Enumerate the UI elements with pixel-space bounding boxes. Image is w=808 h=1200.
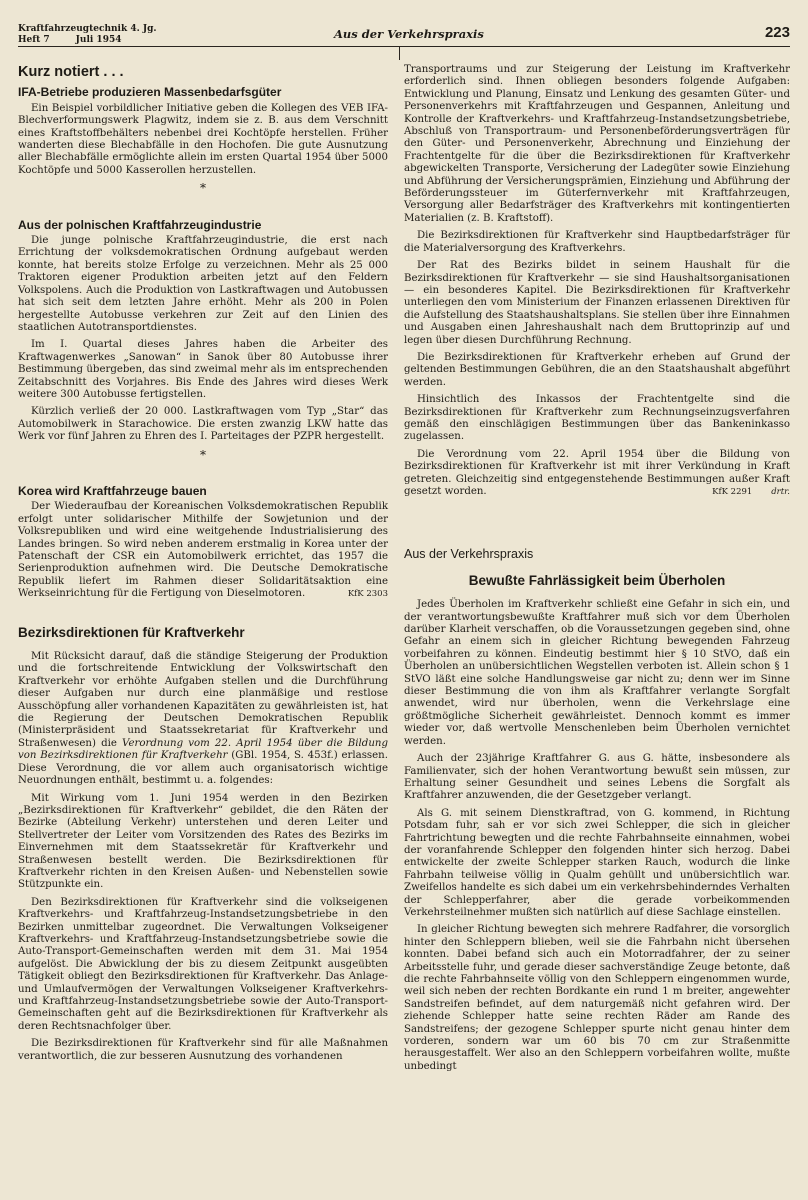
article-heading: IFA-Betriebe produzieren Massenbedarfsgüter xyxy=(18,85,282,100)
author-initials: drtr. xyxy=(771,487,790,497)
journal-name: Kraftfahrzeugtechnik 4. Jg. xyxy=(18,24,157,34)
page-number: 223 xyxy=(764,24,790,41)
paragraph: Den Bezirksdirektionen für Kraftverkehr sind die volkseigenen Kraftverkehrs- und Kraftfahrzeug-Instandsetzungsbetriebe in den Bezirken unmittelbar zugeordnet. Die Verwaltungen Volkseigener Kraftverkehrs- und Kraftfahrzeug-Instandsetzungsbetriebe sowie die Auto-Transport-Gemeinschaften werden mit dem 31. Mai 1954 aufgelöst. Die Abwicklung der bis zu diesem Zeitpunkt ausgeübten Tätigkeit obliegt den Bezirksdirektionen für Kraftverkehr. Das Anlage- und Umlaufvermögen der Verwaltungen Volkseigener Kraftverkehrs- und Kraftfahrzeug-Instandsetzungsbetriebe sowie der Auto-Transport-Gemeinschaften geht auf die Bezirksdirektionen für Kraftverkehr als deren Rechtsnachfolger über. xyxy=(18,896,388,1032)
header-left xyxy=(18,24,157,45)
issue-number: Heft 7 xyxy=(18,34,50,45)
paragraph: Ein Beispiel vorbildlicher Initiative geben die Kollegen des VEB IFA-Blechverformungswerk Plagwitz, indem sie z. B. aus dem Verschnitt eines Kraftstoffbehälters nebenbei drei Kochtöpfe herstellen. Früher wanderten diese Blechabfälle in den Hochofen. Die gute Ausnutzung aller Blechabfälle ermöglichte allein im ersten Quartal 1954 über 5000 Kochtöpfe und 5000 Kasserollen herzustellen. xyxy=(18,102,388,176)
paragraph: Kürzlich verließ der 20 000. Lastkraftwagen vom Typ „Star“ das Automobilwerk in Starachowice. Die ersten zwanzig LKW hatte das Werk vor fünf Jahren zu Ehren des I. Parteitages der PZPR hergestellt. xyxy=(18,406,388,443)
paragraph: Die Bezirksdirektionen für Kraftverkehr sind Hauptbedarfsträger für die Materialversorgung des Kraftverkehrs. xyxy=(404,230,790,254)
paragraph: Der Rat des Bezirks bildet in seinem Haushalt für die Bezirksdirektionen für Kraftverkehr — sie sind Haushaltsorganisationen — ein besonderes Kapitel. Die Bezirksdirektionen für Kraftverkehr unterliegen den vom Ministerium der Finanzen erlassenen Direktiven für die Aufstellung des Staatshaushaltsplans. Sie stellen über ihre Einnahmen und Ausgaben einen Jahreshaushalt nach dem Bruttoprinzip auf und legen über diesen Durchführung Rechnung. xyxy=(404,260,790,346)
article-heading: Aus der polnischen Kraftfahrzeugindustrie xyxy=(18,217,262,232)
paragraph: Auch der 23jährige Kraftfahrer G. aus G. hätte, insbesondere als Familienvater, sich der hohen Verantwortung bewußt sein müssen, zur Erhaltung seiner Gesundheit und seines Lebens die Sorgfalt als Kraftfahrer anzuwenden, die der Gesetzgeber verlangt. xyxy=(404,753,790,802)
paragraph: Die junge polnische Kraftfahrzeugindustrie, die erst nach Errichtung der volksdemokratischen Ordnung aufgebaut werden konnte, hat bereits stolze Erfolge zu verzeichnen. Mehr als 25 000 Traktoren eigener Produktion arbeiten jetzt auf den Feldern Volkspolens. Auch die Produktion von Lastkraftwagen und Autobussen hat sich seit dem letzten Jahre erhöht. Mehr als 200 in Polen hergestellte Autobusse verkehren zur Zeit auf den Linien des staatlichen Autotransportdienstes. xyxy=(18,235,388,333)
article-heading: Bezirksdirektionen für Kraftverkehr xyxy=(18,624,245,640)
paragraph: Im I. Quartal dieses Jahres haben die Arbeiter des Kraftwagenwerkes „Sanowan“ in Sanok über 80 Autobusse ihrer Bestimmung übergeben, das sind zweimal mehr als im entsprechenden Zeitabschnitt des Vorjahres. Bis Ende des Jahres wird dieses Werk weitere 300 Autobusse fertigstellen. xyxy=(18,339,388,400)
paragraph: Die Bezirksdirektionen für Kraftverkehr sind für alle Maßnahmen verantwortlich, die zur besseren Ausnutzung des vorhandenen xyxy=(18,1038,388,1062)
decree-title: Verordnung vom 22. April 1954 über die Bildung von Bezirksdirektionen für Kraftverkehr xyxy=(18,737,388,762)
right-column xyxy=(404,64,790,1078)
issue-date: Juli 1954 xyxy=(75,34,122,45)
paragraph: Transportraums und zur Steigerung der Leistung im Kraftverkehr erforderlich sind. Ihnen obliegen besonders folgende Aufgaben: Entwicklung und Planung, Einsatz und Lenkung des gesamten Güter- und Personenverkehrs mit Kraftfahrzeugen und Gespannen, Anleitung und Kontrolle der Kraftverkehrs- und Kraftfahrzeug-Instandsetzungsbetriebe, Abschluß von Transportraum- und Personenbeförderungsverträgen für den Güter- und Personenverkehr, Abrechnung und Einziehung der Frachtentgelte für die über die Bezirksdirektionen für Kraftverkehr abgewickelten Transporte, Versicherung der Ladegüter sowie Einziehung und Abführung der Versicherungsprämien, Einziehung und Abführung der Beförderungssteuer im Güterfernverkehr mit Kraftfahrzeugen, Versorgung aller Bedarfsträger des Kraftverkehrs mit kontingentierten Materialien (z. B. Kraftstoff). xyxy=(404,64,790,224)
paragraph: Mit Wirkung vom 1. Juni 1954 werden in den Bezirken „Bezirksdirektionen für Kraftverkehr“ gebildet, die den Räten der Bezirke (Abteilung Verkehr) unterstehen und deren Leiter und Stellvertreter der Leiter vom Vorsitzenden des Rates des Bezirks im Einvernehmen mit dem Staatssekretär für Kraftverkehr und Straßenwesen bestellt werden. Die Bezirksdirektionen für Kraftverkehr richten in den Kreisen Außen- und Nebenstellen sowie Stützpunkte ein. xyxy=(18,792,388,891)
separator-star: * xyxy=(200,181,206,196)
section-kicker: Aus der Verkehrspraxis xyxy=(404,547,534,562)
paragraph: In gleicher Richtung bewegten sich mehrere Radfahrer, die vorsorglich hinter den Schleppern blieben, weil sie die Fahrbahn nicht übersehen konnten. Dabei befand sich auch ein Motorradfahrer, der zu seiner Arbeitsstelle fuhr, und gerade dieser sachverständige Zeuge betonte, daß die rechte Fahrbahnseite völlig von den Schleppern eingenommen wurde, weil sich neben der rechten Bordkante ein rund 1 m breiter, angewehter Sandstreifen befindet, auf dem naturgemäß nicht gefahren wird. Der ziehende Schlepper hatte seine rechten Räder am Rande des Sandstreifens; der gezogene Schlepper spurte nicht genau hinter dem vorderen, sondern war um 60 bis 70 cm zur Straßenmitte herausgestaffelt. Wer also an den Schleppern vorbeifahren wollte, mußte unbedingt xyxy=(404,924,790,1072)
section-title: Aus der Verkehrspraxis xyxy=(334,27,484,41)
header-divider xyxy=(399,46,400,60)
separator-star: * xyxy=(200,447,206,462)
paragraph: Der Wiederaufbau der Koreanischen Volksdemokratischen Republik erfolgt unter solidarischer Mithilfe der Sowjetunion und der Volksrepubliken und wird eine weitgehende Industrialisierung des Landes bringen. So wird neben anderem erstmalig in Korea unter der Patenschaft der CSR ein Automobilwerk errichtet, das 1957 die Serienproduktion aufnehmen wird. Die Deutsche Demokratische Republik liefert im Rahmen dieser Solidaritätsaktion eine Werkseinrichtung für die Fertigung von Dieselmotoren. KfK 2303 xyxy=(18,501,388,600)
paragraph: Als G. mit seinem Dienstkraftrad, von G. kommend, in Richtung Potsdam fuhr, sah er vor sich zwei Schlepper, die sich in gleicher Fahrtrichtung bewegten und die rechte Fahrbahnseite einnahmen, wobei der voranfahrende Schlepper den folgenden hinter sich herzog. Dabei entwickelte der zweite Schlepper starken Rauch, wodurch die linke Fahrbahn teilweise völlig in Qualm gehüllt und unübersichtlich war. Zweifellos handelte es sich dabei um ein verkehrsbehinderndes Verhalten der Schlepperfahrer, aber die gerade vorbeikommenden Verkehrsteilnehmer mußten sich natürlich auf diese Sachlage einstellen. xyxy=(404,807,790,918)
paragraph: Hinsichtlich des Inkassos der Frachtentgelte sind die Bezirksdirektionen für Kraftverkehr zum Rechnungseinzugsverfahren gemäß den einschlägigen Bestimmungen über das Bankeninkasso zugelassen. xyxy=(404,394,790,443)
header-rule xyxy=(18,46,790,47)
article-title: Bewußte Fahrlässigkeit beim Überholen xyxy=(468,572,726,588)
paragraph: Die Bezirksdirektionen für Kraftverkehr erheben auf Grund der geltenden Bestimmungen Gebühren, die an den Staatshaushalt abgeführt werden. xyxy=(404,351,790,388)
reference-code: KfK 2291 xyxy=(712,487,753,497)
kurz-notiert-heading: Kurz notiert . . . xyxy=(18,64,124,80)
left-column xyxy=(18,64,388,1068)
reference-code: KfK 2303 xyxy=(347,589,388,600)
paragraph: Jedes Überholen im Kraftverkehr schließt eine Gefahr in sich ein, und der verantwortungsbewußte Kraftfahrer muß sich vor dem Überholen darüber Klarheit verschaffen, ob die Voraussetzungen gegeben sind, ohne Gefahr an einem sich in gleicher Richtung bewegenden Fahrzeug vorbeifahren zu können. Eindeutig bestimmt hier § 10 StVO, daß ein Überholen an unübersichtlichen Wegstellen verboten ist. Allein schon § 1 StVO läßt eine solche Handlungsweise gar nicht zu; denn wer im Sinne dieser Bestimmung die von ihm als Kraftfahrer verlangte Sorgfalt anwendet, wird nur überholen, wenn die Verkehrslage eine größtmögliche Sicherheit gewährleistet. Dennoch kommt es immer wieder vor, daß wertvolle Menschenleben beim Überholen vernichtet werden. xyxy=(404,599,790,747)
running-header xyxy=(18,24,790,48)
paragraph: Mit Rücksicht darauf, daß die ständige Steigerung der Produktion und die fortschreitende Entwicklung der Volkswirtschaft den Kraftverkehr vor erhöhte Aufgaben stellen und die Durchführung dieser Aufgaben nur durch eine planmäßige und restlose Ausschöpfung aller vorhandenen Kapazitäten zu gewährleisten ist, hat die Regierung der Deutschen Demokratischen Republik (Ministerpräsident und Staatssekretariat für Kraftverkehr und Straßenwesen) die Verordnung vom 22. April 1954 über die Bildung von Bezirksdirektionen für Kraftverkehr (GBl. 1954, S. 453f.) erlassen. Diese Verordnung, die vor allem auch organisatorisch wichtige Neuordnungen enthält, bestimmt u. a. folgendes: xyxy=(18,651,388,787)
article-signature xyxy=(699,486,790,498)
paragraph: Die Verordnung vom 22. April 1954 über die Bildung von Bezirksdirektionen für Kraftverkehr ist mit ihrer Verkündung in Kraft getreten. Gleichzeitig sind entgegenstehende Bestimmungen außer Kraft gesetzt worden. KfK 2291 drtr. xyxy=(404,448,790,497)
article-heading: Korea wird Kraftfahrzeuge bauen xyxy=(18,483,207,498)
